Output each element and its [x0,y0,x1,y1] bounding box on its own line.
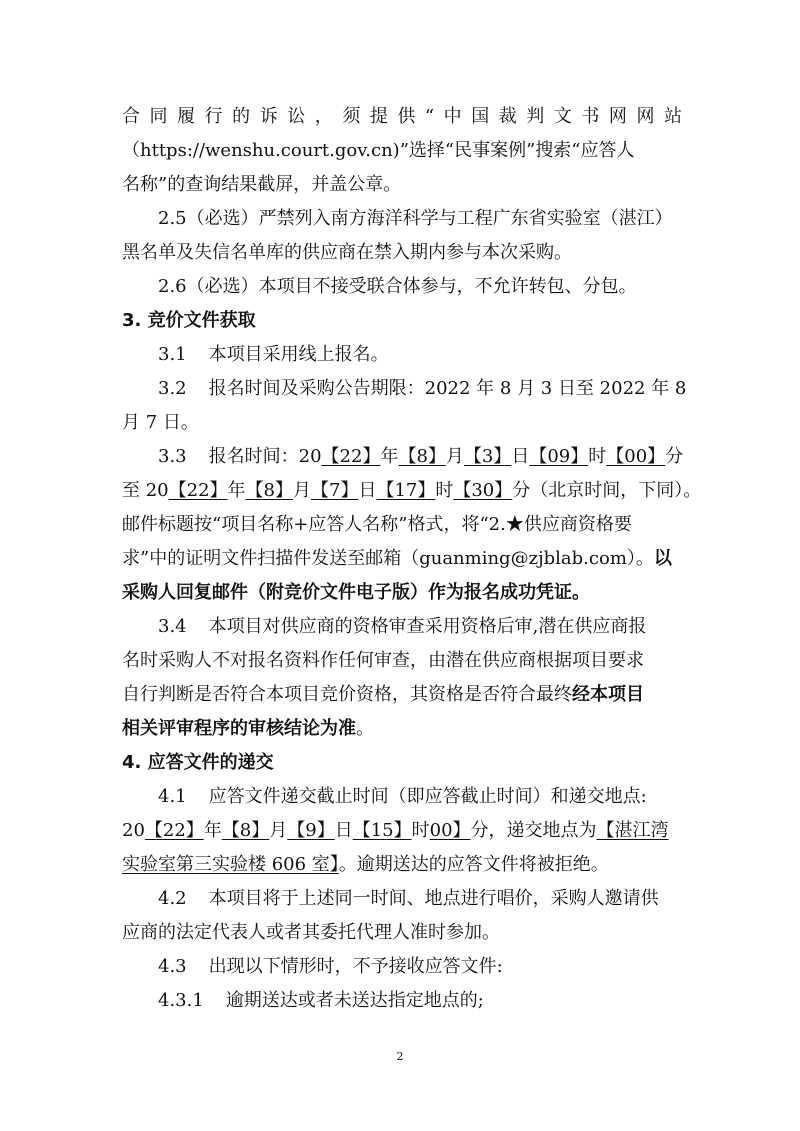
clause-number: 3.1 [158,344,187,365]
text-fragment: 分 [665,446,684,467]
text: 求”中的证明文件扫描件发送至邮箱（guanming@zjblab.com）。 [122,548,654,569]
text: 2.6（必选）本项目不接受联合体参与，不允许转包、分包。 [158,276,637,297]
page-number: 2 [396,1050,404,1063]
text: 。逾期送达的应答文件将被拒绝。 [338,854,609,875]
document-page [122,100,702,1018]
text-line [122,542,682,576]
text-line [122,916,682,950]
underlined-value: 【09】 [529,446,589,467]
text-line [122,644,682,678]
text-fragment: 日 [358,480,377,501]
clause-2-6 [122,270,682,304]
text-line [122,406,682,440]
text-line [122,100,682,134]
section-heading-4 [122,746,682,780]
text: 合同履行的诉讼，须提供“中国裁判文书网网站 [122,106,682,127]
section-heading-3 [122,304,682,338]
text: 。 [356,718,374,739]
underlined-value: 【22】 [321,446,381,467]
underlined-value: 【8】 [398,446,446,467]
text-fragment: 至 20 [122,480,169,501]
text-fragment: 时 [435,480,454,501]
text-line [122,712,682,746]
text: 月 7 日。 [122,412,199,433]
underlined-value: 【17】 [376,480,436,501]
text: 黑名单及失信名单库的供应商在禁入期内参与本次采购。 [122,242,572,263]
clause-3-3 [122,440,682,474]
text-fragment: 分（北京时间，下同）。 [512,480,702,501]
text: 自行判断是否符合本项目竞价资格，其资格是否符合最终 [122,684,572,705]
text-fragment: 时 [411,820,430,841]
text-fragment: 月 [293,480,311,501]
clause-number: 4.1 [158,786,187,807]
clause-number: 4.3.1 [158,990,204,1011]
clause-number: 4.2 [158,888,187,909]
clause-3-1 [122,338,682,372]
text: 本项目将于上述同一时间、地点进行唱价，采购人邀请供 [208,888,659,909]
text-line [122,168,682,202]
text-line-bold [122,576,682,610]
heading-text: 3. 竞价文件获取 [122,310,256,331]
text-fragment: 时 [588,446,607,467]
text-line [122,508,682,542]
text: 名称”的查询结果截屏，并盖公章。 [122,174,402,195]
underlined-value: 【8】 [245,480,293,501]
underlined-value: 【3】 [463,446,512,467]
text: 名时采购人不对报名资料作任何审查，由潜在供应商根据项目要求 [122,650,644,671]
text: 应答文件递交截止时间（即应答截止时间）和递交地点: [208,786,647,807]
text: 本项目采用线上报名。 [208,344,389,365]
text-fragment: 报名时间：20 [208,446,322,467]
bold-text: 以 [653,548,672,569]
underlined-location: 实验室第三实验楼 606 室】 [122,854,339,875]
underlined-value: 【22】 [144,820,204,841]
text: （https://wenshu.court.gov.cn)”选择“民事案例”搜索“应答人 [122,140,635,161]
underlined-value: 【15】 [352,820,412,841]
underlined-value: 【22】 [168,480,228,501]
text-fragment: 日 [511,446,530,467]
underlined-value: 【30】 [453,480,513,501]
text-fragment: 年 [380,446,399,467]
text-line [122,134,682,168]
underlined-value: 【7】 [311,480,359,501]
clause-3-4 [122,610,682,644]
text: 2.5（必选）严禁列入南方海洋科学与工程广东省实验室（湛江） [158,208,673,229]
text: 出现以下情形时，不予接收应答文件: [208,956,503,977]
text-line [122,678,682,712]
text-line [122,848,682,882]
clause-3-2 [122,372,687,406]
heading-text: 4. 应答文件的递交 [122,752,274,773]
bold-text: 采购人回复邮件（附竞价文件电子版）作为报名成功凭证。 [122,582,590,603]
text-fragment: 分，递交地点为 [470,820,597,841]
text-line [122,474,702,508]
text: 本项目对供应商的资格审查采用资格后审,潜在供应商报 [208,616,647,637]
text-fragment: 年 [227,480,246,501]
text-fragment: 日 [334,820,353,841]
underlined-value: 【00】 [606,446,666,467]
clause-4-1 [122,780,682,814]
text-line [122,236,682,270]
bold-text: 相关评审程序的审核结论为准 [122,718,356,739]
text-fragment: 年 [203,820,222,841]
clause-number: 4.3 [158,956,187,977]
clause-number: 3.4 [158,616,187,637]
text-fragment: 月 [445,446,464,467]
text-fragment: 20 [122,820,145,841]
text-fragment: 月 [269,820,288,841]
text: 应商的法定代表人或者其委托代理人准时参加。 [122,922,500,943]
clause-number: 3.2 [158,378,187,399]
text: 逾期送达或者未送达指定地点的; [225,990,484,1011]
clause-2-5 [122,202,682,236]
clause-4-2 [122,882,682,916]
clause-number: 3.3 [158,446,187,467]
text: 报名时间及采购公告期限：2022 年 8 月 3 日至 2022 年 8 [208,378,687,399]
text-line [122,814,682,848]
clause-4-3 [122,950,682,984]
underlined-location: 【湛江湾 [596,820,669,841]
underlined-value: 00】 [429,820,471,841]
underlined-value: 【9】 [287,820,335,841]
underlined-value: 【8】 [221,820,270,841]
clause-4-3-1 [122,984,682,1018]
text: 邮件标题按“项目名称+应答人名称”格式，将“2.★供应商资格要 [122,514,632,535]
bold-text: 经本项目 [572,684,644,705]
